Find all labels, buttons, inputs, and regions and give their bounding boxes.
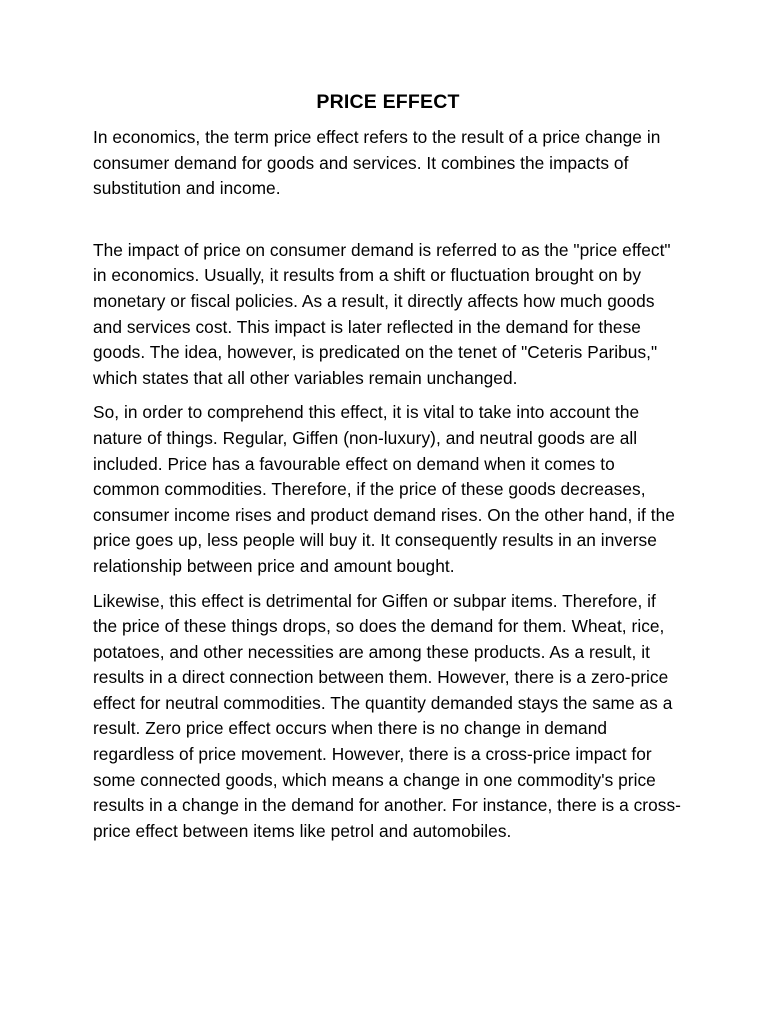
paragraph-intro: In economics, the term price effect refers to the result of a price change in consumer demand for goods and services. It combines the impacts of substitution and income. — [93, 127, 661, 199]
document-body — [93, 90, 683, 853]
paragraph-giffen-neutral: Likewise, this effect is detrimental for Giffen or subpar items. Therefore, if the price of these things drops, so does the demand for them. Wheat, rice, potatoes, and other necessities are among these products. As a result, it results in a direct connection between them. However, there is a zero-price effect for neutral commodities. The quantity demanded stays the same as a result. Zero price effect occurs when there is no change in demand regardless of price movement. However, there is a cross-price impact for some connected goods, which means a change in one commodity's price results in a change in the demand for another. For instance, there is a cross-price effect between items like petrol and automobiles. — [93, 590, 681, 841]
paragraph-price-impact: The impact of price on consumer demand is referred to as the "price effect" in economics. Usually, it results from a shift or fluctuation brought on by monetary or fiscal policies. As a result, it directly affects how much goods and services cost. This impact is later reflected in the demand for these goods. The idea, however, is predicated on the tenet of "Ceteris Paribus," which states that all other variables remain unchanged. — [93, 239, 671, 388]
paragraph-goods-types: So, in order to comprehend this effect, it is vital to take into account the nature of things. Regular, Giffen (non-luxury), and neutral goods are all included. Price has a favourable effect on demand when it comes to common commodities. Therefore, if the price of these goods decreases, consumer income rises and product demand rises. On the other hand, if the price goes up, less people will buy it. It consequently results in an inverse relationship between price and amount bought. — [93, 402, 675, 576]
document-title: PRICE EFFECT — [316, 91, 460, 113]
